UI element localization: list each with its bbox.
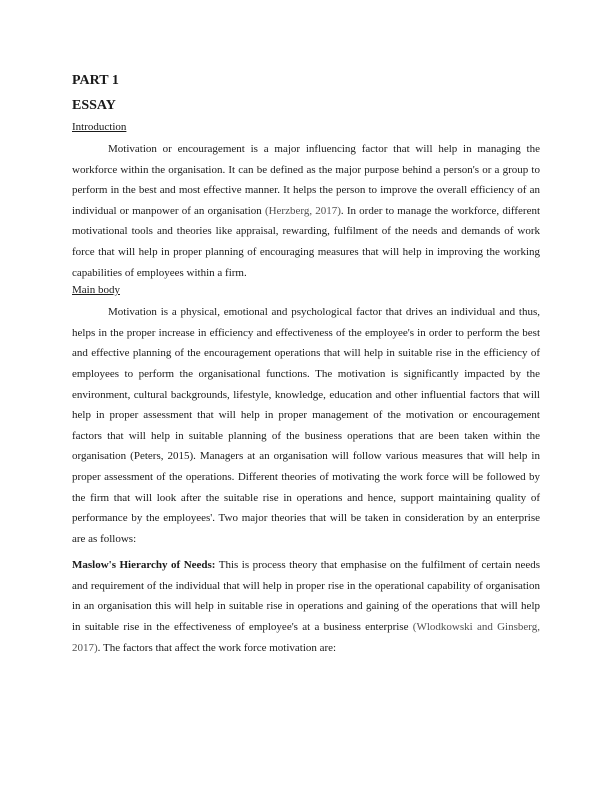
introduction-text-a: Motivation or encouragement is a major influencing factor that will help in managing the workforce within the organisation. It can be defined as the major purpose behind a person's or a group to perform in the best and most effective manner. It helps the person to improve the overall efficiency of an individual or manpower of an organisation xyxy=(72,143,540,217)
maslow-paragraph xyxy=(72,555,540,658)
introduction-text-b: . In order to manage the workforce, different motivational tools and theories like appraisal, rewarding, fulfilment of the needs and demands of work force that will help in proper planning of encouraging measures that will help in improving the working capabilities of employees within a firm. xyxy=(72,204,541,279)
main-body-paragraph: Motivation is a physical, emotional and psychological factor that drives an individual and thus, helps in the proper increase in efficiency and effectiveness of the employee's in order to perform the best and effective planning of the encouragement operations that will help in suitable rise in the efficiency of employees to perform the organisational functions. The motivation is significantly impacted by the environment, cultural backgrounds, lifestyle, knowledge, education and other influential factors that will help in proper assessment that will help in proper management of the motivation or encouragement factors that will help in suitable planning of the business operations that are been taken within the organisation (Peters, 2015). Managers at an organisation will follow various measures that will help in proper assessment of the operations. Different theories of motivating the work force will be followed by the firm that will look after the suitable rise in operations and hence, support maintaining quality of performance by the employees'. Two major theories that will be taken in consideration by an enterprise are as follows: xyxy=(72,306,540,545)
essay-title: ESSAY xyxy=(72,98,116,113)
maslow-label: Maslow's Hierarchy of Needs: xyxy=(72,559,216,572)
maslow-text-a: This is process theory that emphasise on the fulfilment of certain needs and requirement of the individual that will help in proper rise in the operational capability of organisation in an organisation this will help in suitable rise in operations and gaining of the operations that will help in suitable rise in the effectiveness of employee's at a business enterprise xyxy=(72,559,540,634)
main-body-heading: Main body xyxy=(72,284,120,297)
citation-herzberg: (Herzberg, 2017) xyxy=(264,204,341,217)
introduction-paragraph xyxy=(72,139,540,283)
maslow-text-b: . The factors that affect the work force motivation are: xyxy=(97,641,337,654)
citation-wlodkowski: (Wlodkowski and Ginsberg, 2017) xyxy=(72,621,540,654)
introduction-heading: Introduction xyxy=(72,121,127,133)
part-title: PART 1 xyxy=(72,73,119,88)
